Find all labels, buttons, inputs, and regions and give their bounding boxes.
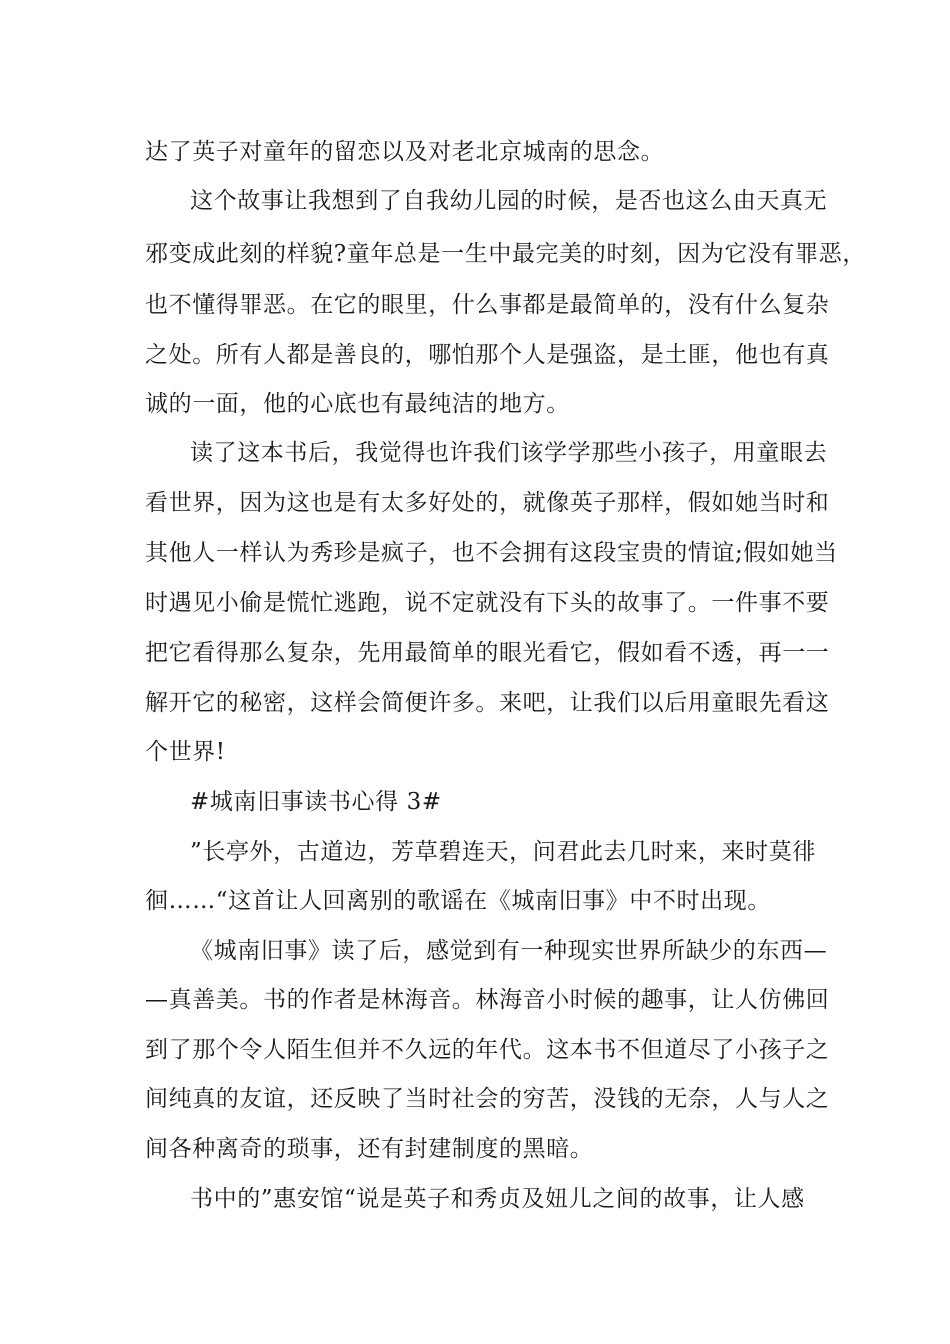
text-line: 解开它的秘密，这样会简便许多。来吧，让我们以后用童眼先看这 — [145, 690, 830, 716]
text-line: 把它看得那么复杂，先用最简单的眼光看它，假如看不透，再一一 — [145, 640, 830, 666]
text-line: 时遇见小偷是慌忙逃跑，说不定就没有下头的故事了。一件事不要 — [145, 590, 830, 616]
paragraph-start: 《城南旧事》读了后，感觉到有一种现实世界所缺少的东西— — [190, 938, 828, 964]
paragraph-start: 书中的”惠安馆“说是英子和秀贞及妞儿之间的故事，让人感 — [190, 1186, 805, 1212]
paragraph-start: ”长亭外，古道边，芳草碧连天，问君此去几时来，来时莫徘 — [190, 839, 816, 865]
text-line: 间各种离奇的琐事，还有封建制度的黑暗。 — [145, 1136, 594, 1162]
text-line: —真善美。书的作者是林海音。林海音小时候的趣事，让人仿佛回 — [145, 987, 830, 1013]
text-line: 达了英子对童年的留恋以及对老北京城南的思念。 — [145, 139, 665, 165]
section-heading: #城南旧事读书心得 3# — [190, 789, 442, 815]
text-line: 其他人一样认为秀珍是疯子，也不会拥有这段宝贵的情谊;假如她当 — [145, 540, 838, 566]
text-line: 到了那个令人陌生但并不久远的年代。这本书不但道尽了小孩子之 — [145, 1037, 830, 1063]
text-line: 间纯真的友谊，还反映了当时社会的穷苦，没钱的无奈，人与人之 — [145, 1086, 830, 1112]
paragraph-start: 这个故事让我想到了自我幼儿园的时候，是否也这么由天真无 — [190, 188, 828, 214]
text-line: 徊……“这首让人回离别的歌谣在《城南旧事》中不时出现。 — [145, 888, 771, 914]
text-line: 个世界! — [145, 739, 226, 765]
text-line: 看世界，因为这也是有太多好处的，就像英子那样，假如她当时和 — [145, 490, 830, 516]
text-line: 邪变成此刻的样貌?童年总是一生中最完美的时刻，因为它没有罪恶， — [145, 241, 866, 267]
text-line: 也不懂得罪恶。在它的眼里，什么事都是最简单的，没有什么复杂 — [145, 292, 830, 318]
text-line: 之处。所有人都是善良的，哪怕那个人是强盗，是土匪，他也有真 — [145, 342, 830, 368]
paragraph-start: 读了这本书后，我觉得也许我们该学学那些小孩子，用童眼去 — [190, 440, 828, 466]
text-line: 诚的一面，他的心底也有最纯洁的地方。 — [145, 391, 570, 417]
